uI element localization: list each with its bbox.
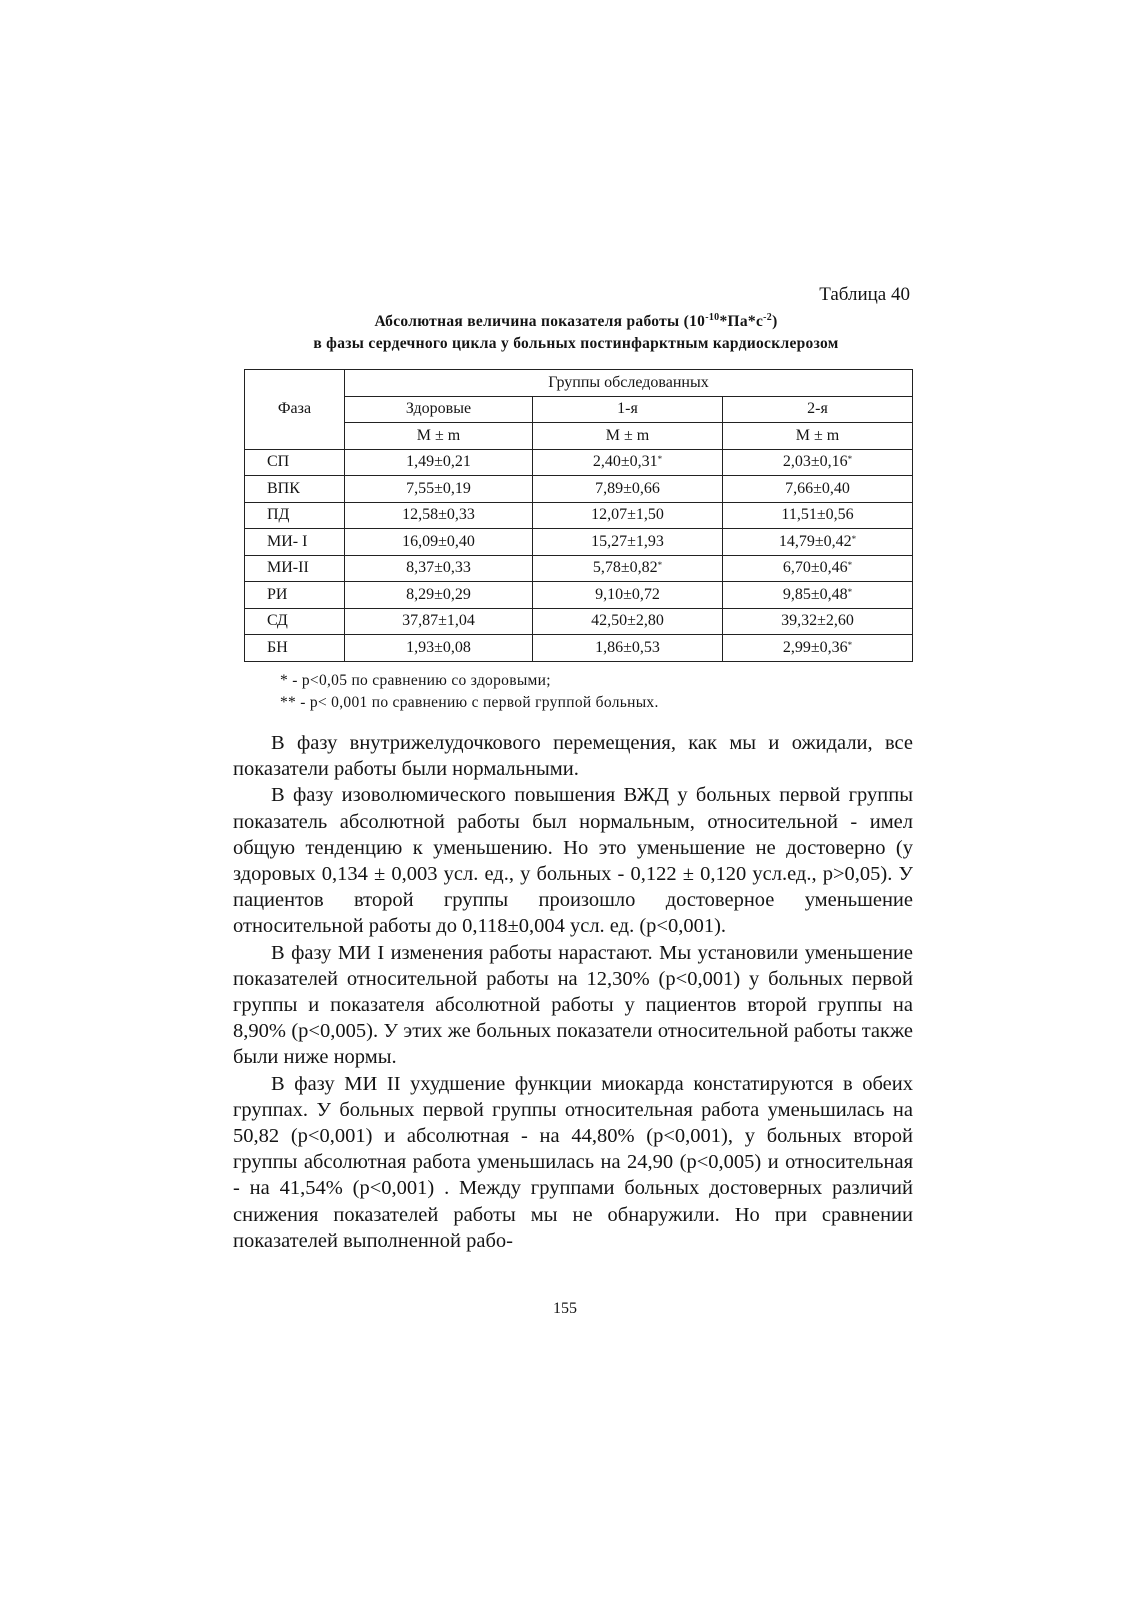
phase-cell: БН: [245, 635, 345, 662]
value-cell: [723, 635, 913, 662]
table-row: [245, 608, 913, 635]
value-text: 39,32±2,60: [781, 612, 854, 630]
title-text: *Па*с: [719, 313, 764, 331]
value-cell: [723, 476, 913, 503]
data-table: [244, 369, 913, 662]
value-cell: [723, 449, 913, 476]
significance-mark: *: [657, 560, 663, 571]
title-text: ): [772, 313, 778, 331]
significance-mark: *: [847, 586, 853, 597]
stat-header: M ± m: [533, 423, 723, 450]
table-header: [245, 370, 913, 450]
phase-cell: СП: [245, 449, 345, 476]
table-row: [245, 555, 913, 582]
paragraph: В фазу внутрижелудочкового перемещения, как мы и ожидали, все показатели работы были нормальными.: [233, 732, 913, 781]
body-text: [233, 730, 913, 1254]
table-label: Таблица 40: [819, 284, 910, 305]
value-cell: [723, 608, 913, 635]
stat-header: M ± m: [345, 423, 533, 450]
phase-cell: СД: [245, 608, 345, 635]
table-row: [245, 449, 913, 476]
value-cell: [345, 449, 533, 476]
value-text: 12,07±1,50: [591, 506, 664, 524]
phase-cell: МИ- I: [245, 529, 345, 556]
value-cell: [533, 582, 723, 609]
value-cell: [723, 555, 913, 582]
value-cell: [533, 502, 723, 529]
note-line: ** - p< 0,001 по сравнению с первой группой больных.: [280, 694, 659, 711]
phase-header: Фаза: [245, 370, 345, 450]
title-text: Абсолютная величина показателя работы (10: [374, 313, 706, 331]
note-line: * - p<0,05 по сравнению со здоровыми;: [280, 672, 551, 689]
value-text: 1,86±0,53: [595, 638, 660, 656]
table-row: [245, 476, 913, 503]
table-body: [245, 449, 913, 661]
value-text: 6,70±0,46: [782, 559, 848, 577]
value-text: 9,10±0,72: [595, 585, 660, 603]
value-text: 2,40±0,31: [592, 453, 658, 471]
value-text: 7,55±0,19: [406, 479, 471, 497]
table-row: [245, 529, 913, 556]
value-text: 1,93±0,08: [406, 638, 471, 656]
value-cell: [723, 502, 913, 529]
significance-mark: *: [847, 639, 853, 650]
title-exponent: -10: [705, 312, 720, 323]
page-number: 155: [553, 1300, 577, 1317]
table-title-line-2: в фазы сердечного цикла у больных постинфарктным кардиосклерозом: [313, 335, 839, 353]
value-cell: [345, 582, 533, 609]
value-text: 2,99±0,36: [782, 638, 848, 656]
value-text: 8,29±0,29: [406, 585, 471, 603]
value-text: 14,79±0,42: [778, 532, 852, 550]
value-text: 9,85±0,48: [782, 585, 848, 603]
value-text: 7,89±0,66: [595, 479, 660, 497]
value-cell: [533, 449, 723, 476]
significance-mark: *: [847, 560, 853, 571]
phase-cell: РИ: [245, 582, 345, 609]
value-cell: [345, 635, 533, 662]
stat-header: M ± m: [723, 423, 913, 450]
table-title-line-1: [240, 307, 912, 333]
significance-mark: *: [657, 454, 663, 465]
value-cell: [533, 608, 723, 635]
phase-cell: ВПК: [245, 476, 345, 503]
value-text: 16,09±0,40: [402, 532, 475, 550]
table-row: [245, 635, 913, 662]
value-text: 5,78±0,82: [592, 559, 658, 577]
value-cell: [345, 502, 533, 529]
value-cell: [345, 529, 533, 556]
value-text: 15,27±1,93: [591, 532, 664, 550]
value-cell: [345, 555, 533, 582]
value-text: 11,51±0,56: [781, 506, 854, 524]
significance-mark: *: [847, 454, 853, 465]
paragraph: В фазу МИ I изменения работы нарастают. Мы установили уменьшение показателей относительной работы на 12,30% (p<0,001) у больных первой группы и показателя абсолютной работы у пациентов второй группы на 8,90% (p<0,005). У этих же больных показатели относительной работы также были ниже нормы.: [233, 941, 913, 1069]
table-row: [245, 502, 913, 529]
group-header: 1-я: [533, 396, 723, 423]
value-text: 2,03±0,16: [782, 453, 848, 471]
value-text: 12,58±0,33: [402, 506, 475, 524]
value-text: 8,37±0,33: [406, 559, 471, 577]
group-header: Здоровые: [345, 396, 533, 423]
paragraph: В фазу МИ II ухудшение функции миокарда констатируются в обеих группах. У больных первой группы относительная работа уменьшилась на 50,82 (p<0,001) и абсолютная - на 44,80% (p<0,001), у больных второй группы абсолютная работа уменьшилась на 24,90 (p<0,005) и относительная - на 41,54% (p<0,001) . Между группами больных достоверных различий снижения показателей работы мы не обнаружили. Но при сравнении показателей выполненной рабо-: [233, 1072, 913, 1252]
groups-header: Группы обследованных: [345, 370, 913, 397]
value-cell: [345, 608, 533, 635]
value-cell: [723, 582, 913, 609]
value-text: 42,50±2,80: [591, 612, 664, 630]
significance-mark: *: [851, 533, 857, 544]
value-text: 1,49±0,21: [406, 453, 471, 471]
table-row: [245, 582, 913, 609]
value-cell: [723, 529, 913, 556]
value-text: 7,66±0,40: [785, 479, 850, 497]
value-cell: [533, 529, 723, 556]
phase-cell: ПД: [245, 502, 345, 529]
value-text: 37,87±1,04: [402, 612, 475, 630]
paragraph: В фазу изоволюмического повышения ВЖД у больных первой группы показатель абсолютной работы был нормальным, относительной - имел общую тенденцию к уменьшению. Но это уменьшение не достоверно (у здоровых 0,134 ± 0,003 усл. ед., у больных - 0,122 ± 0,120 усл.ед., p>0,05). У пациентов второй группы произошло достоверное уменьшение относительной работы до 0,118±0,004 усл. ед. (p<0,001).: [233, 784, 913, 938]
table-notes: [280, 670, 880, 714]
value-cell: [345, 476, 533, 503]
phase-cell: МИ-II: [245, 555, 345, 582]
value-cell: [533, 635, 723, 662]
table-title: [240, 307, 912, 355]
title-exponent: -2: [763, 312, 773, 323]
group-header: 2-я: [723, 396, 913, 423]
value-cell: [533, 555, 723, 582]
value-cell: [533, 476, 723, 503]
